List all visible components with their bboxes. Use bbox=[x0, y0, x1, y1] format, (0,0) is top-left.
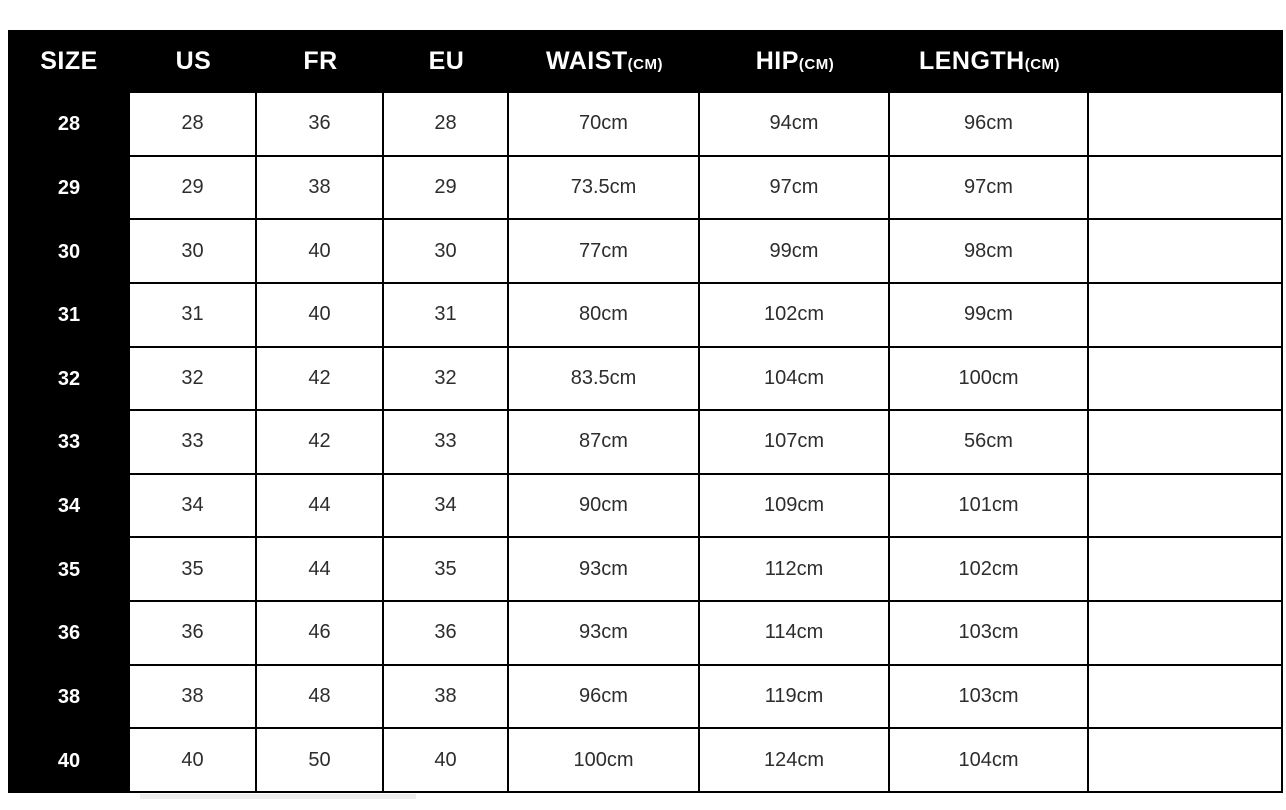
cutoff-row-artifact bbox=[140, 794, 416, 799]
cell-us: 35 bbox=[130, 538, 257, 602]
cell-hip: 124cm bbox=[700, 729, 890, 793]
cell-us: 34 bbox=[130, 475, 257, 539]
cell-blank bbox=[1089, 157, 1283, 221]
header-cell-eu bbox=[384, 30, 509, 93]
cell-length: 101cm bbox=[890, 475, 1089, 539]
header-label-fr: FR bbox=[303, 47, 338, 75]
cell-length: 96cm bbox=[890, 93, 1089, 157]
cell-hip: 99cm bbox=[700, 220, 890, 284]
cell-blank bbox=[1089, 220, 1283, 284]
cell-hip: 119cm bbox=[700, 666, 890, 730]
header-cell-length bbox=[890, 30, 1089, 93]
cell-eu: 38 bbox=[384, 666, 509, 730]
cell-hip: 114cm bbox=[700, 602, 890, 666]
cell-us: 38 bbox=[130, 666, 257, 730]
cell-blank bbox=[1089, 666, 1283, 730]
size-label-cell: 36 bbox=[8, 602, 130, 666]
cell-eu: 40 bbox=[384, 729, 509, 793]
size-label-cell: 33 bbox=[8, 411, 130, 475]
cell-eu: 32 bbox=[384, 348, 509, 412]
header-unit-length: (CM) bbox=[1024, 56, 1061, 73]
cell-fr: 48 bbox=[257, 666, 384, 730]
cell-blank bbox=[1089, 93, 1283, 157]
cell-fr: 36 bbox=[257, 93, 384, 157]
size-label-cell: 29 bbox=[8, 157, 130, 221]
cell-fr: 42 bbox=[257, 411, 384, 475]
cell-us: 40 bbox=[130, 729, 257, 793]
size-label-cell: 32 bbox=[8, 348, 130, 412]
cell-fr: 40 bbox=[257, 220, 384, 284]
header-unit-hip: (CM) bbox=[798, 56, 835, 73]
header-cell-hip bbox=[700, 30, 890, 93]
cell-blank bbox=[1089, 284, 1283, 348]
cell-length: 104cm bbox=[890, 729, 1089, 793]
cell-waist: 83.5cm bbox=[509, 348, 700, 412]
cell-waist: 93cm bbox=[509, 538, 700, 602]
size-chart-table bbox=[8, 30, 1283, 793]
header-cell-fr bbox=[257, 30, 384, 93]
cell-waist: 73.5cm bbox=[509, 157, 700, 221]
cell-fr: 38 bbox=[257, 157, 384, 221]
cell-length: 103cm bbox=[890, 666, 1089, 730]
cell-length: 97cm bbox=[890, 157, 1089, 221]
cell-waist: 70cm bbox=[509, 93, 700, 157]
cell-waist: 93cm bbox=[509, 602, 700, 666]
cell-hip: 94cm bbox=[700, 93, 890, 157]
cell-hip: 107cm bbox=[700, 411, 890, 475]
cell-us: 31 bbox=[130, 284, 257, 348]
cell-eu: 36 bbox=[384, 602, 509, 666]
cell-hip: 97cm bbox=[700, 157, 890, 221]
header-label-us: US bbox=[175, 47, 212, 75]
cell-fr: 44 bbox=[257, 475, 384, 539]
size-label-cell: 35 bbox=[8, 538, 130, 602]
size-label-cell: 38 bbox=[8, 666, 130, 730]
cell-length: 102cm bbox=[890, 538, 1089, 602]
cell-eu: 35 bbox=[384, 538, 509, 602]
cell-hip: 109cm bbox=[700, 475, 890, 539]
cell-length: 56cm bbox=[890, 411, 1089, 475]
cell-eu: 34 bbox=[384, 475, 509, 539]
cell-us: 36 bbox=[130, 602, 257, 666]
size-label-cell: 40 bbox=[8, 729, 130, 793]
cell-hip: 104cm bbox=[700, 348, 890, 412]
cell-us: 33 bbox=[130, 411, 257, 475]
cell-waist: 80cm bbox=[509, 284, 700, 348]
header-label-length: LENGTH bbox=[918, 47, 1025, 75]
cell-blank bbox=[1089, 538, 1283, 602]
cell-waist: 96cm bbox=[509, 666, 700, 730]
cell-length: 99cm bbox=[890, 284, 1089, 348]
cell-eu: 30 bbox=[384, 220, 509, 284]
header-label-hip: HIP bbox=[755, 47, 799, 75]
cell-blank bbox=[1089, 411, 1283, 475]
cell-length: 100cm bbox=[890, 348, 1089, 412]
header-label-size: SIZE bbox=[40, 47, 98, 75]
cell-hip: 102cm bbox=[700, 284, 890, 348]
header-cell-us bbox=[130, 30, 257, 93]
cell-fr: 46 bbox=[257, 602, 384, 666]
header-cell-waist bbox=[509, 30, 700, 93]
cell-waist: 100cm bbox=[509, 729, 700, 793]
header-label-eu: EU bbox=[428, 47, 465, 75]
cell-eu: 33 bbox=[384, 411, 509, 475]
cell-eu: 29 bbox=[384, 157, 509, 221]
cell-us: 28 bbox=[130, 93, 257, 157]
header-cell-blank bbox=[1089, 30, 1283, 93]
cell-waist: 77cm bbox=[509, 220, 700, 284]
cell-us: 32 bbox=[130, 348, 257, 412]
size-label-cell: 28 bbox=[8, 93, 130, 157]
cell-blank bbox=[1089, 475, 1283, 539]
cell-hip: 112cm bbox=[700, 538, 890, 602]
cell-fr: 44 bbox=[257, 538, 384, 602]
cell-fr: 42 bbox=[257, 348, 384, 412]
header-unit-waist: (CM) bbox=[627, 56, 663, 73]
header-cell-size bbox=[8, 30, 130, 93]
cell-us: 29 bbox=[130, 157, 257, 221]
cell-blank bbox=[1089, 602, 1283, 666]
size-label-cell: 31 bbox=[8, 284, 130, 348]
cell-eu: 28 bbox=[384, 93, 509, 157]
cell-fr: 40 bbox=[257, 284, 384, 348]
header-label-waist: WAIST bbox=[546, 47, 628, 75]
cell-length: 103cm bbox=[890, 602, 1089, 666]
cell-waist: 90cm bbox=[509, 475, 700, 539]
cell-length: 98cm bbox=[890, 220, 1089, 284]
cell-eu: 31 bbox=[384, 284, 509, 348]
size-label-cell: 30 bbox=[8, 220, 130, 284]
cell-waist: 87cm bbox=[509, 411, 700, 475]
cell-blank bbox=[1089, 348, 1283, 412]
cell-fr: 50 bbox=[257, 729, 384, 793]
cell-blank bbox=[1089, 729, 1283, 793]
size-label-cell: 34 bbox=[8, 475, 130, 539]
cell-us: 30 bbox=[130, 220, 257, 284]
